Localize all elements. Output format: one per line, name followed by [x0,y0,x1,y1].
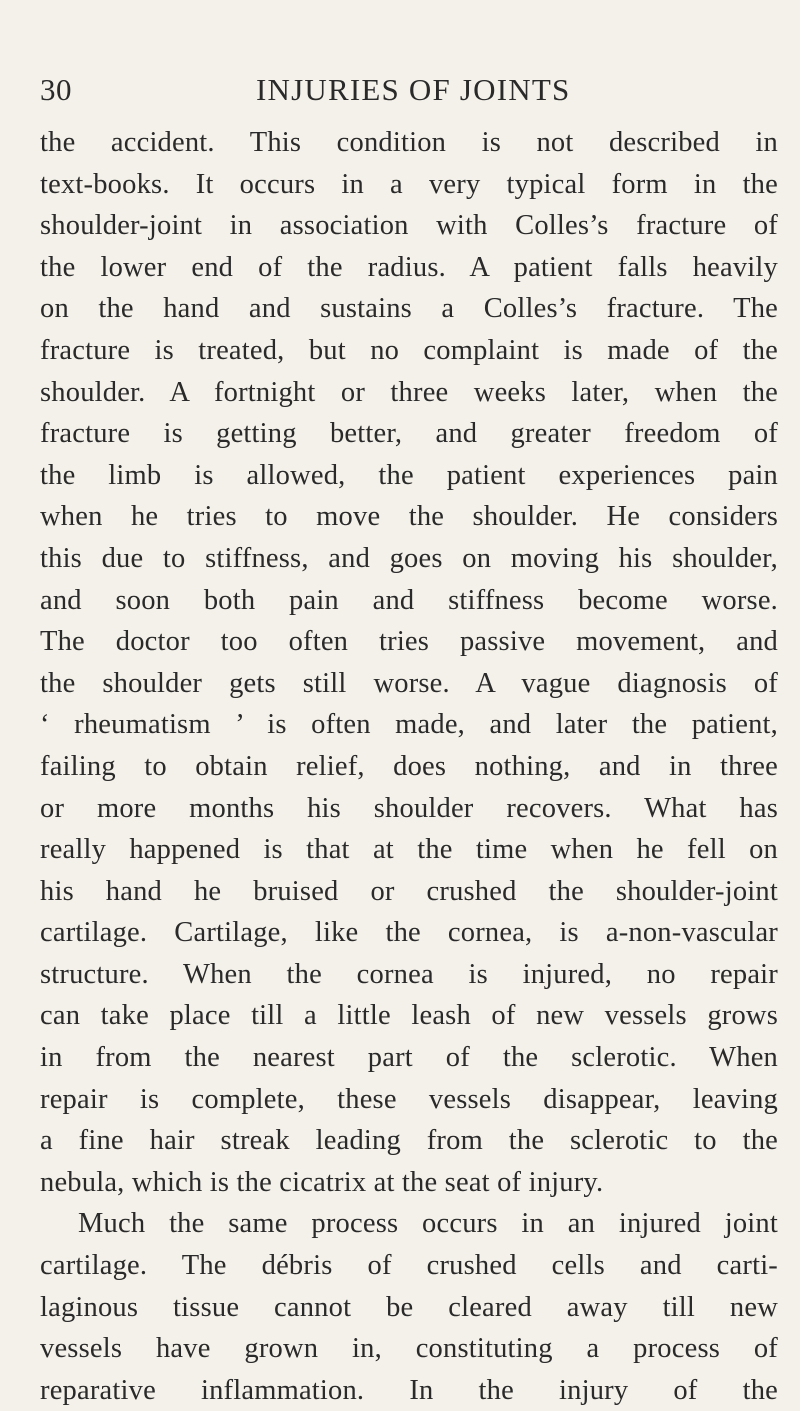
text-line: vessels have grown in, constituting a process of [40,1333,778,1365]
text-line: a fine hair streak leading from the sclerotic to the [40,1125,778,1157]
text-line: ‘ rheumatism ’ is often made, and later the patient, [40,709,778,741]
text-line: fracture is getting better, and greater freedom of [40,418,778,450]
text-line: The doctor too often tries passive movement, and [40,626,778,658]
text-line: shoulder-joint in association with Colles’s fracture of [40,210,778,242]
text-line: cartilage. Cartilage, like the cornea, is a-non-vascular [40,917,778,949]
text-line: Much the same process occurs in an injured joint [78,1208,778,1240]
text-line: in from the nearest part of the sclerotic. When [40,1042,778,1074]
running-title: INJURIES OF JOINTS [256,72,571,107]
page-number: 30 [40,72,72,107]
text-line: really happened is that at the time when he fell on [40,834,778,866]
text-line: this due to stiffness, and goes on moving his shoulder, [40,542,778,574]
text-line: his hand he bruised or crushed the shoulder-joint [40,875,778,907]
running-head [40,72,780,118]
text-line: or more months his shoulder recovers. What has [40,792,778,824]
text-line: the limb is allowed, the patient experiences pain [40,459,778,491]
text-line: nebula, which is the cicatrix at the seat of injury. [40,1166,604,1198]
text-line: text-books. It occurs in a very typical form in the [40,168,778,200]
text-line: and soon both pain and stiffness become worse. [40,584,778,616]
text-line: can take place till a little leash of new vessels grows [40,1000,778,1032]
text-line: reparative inflammation. In the injury of the [40,1374,778,1406]
text-line: repair is complete, these vessels disappear, leaving [40,1083,778,1115]
text-line: the accident. This condition is not described in [40,127,778,158]
text-line: fracture is treated, but no complaint is made of the [40,334,778,366]
text-line: the shoulder gets still worse. A vague diagnosis of [40,667,778,699]
text-line: shoulder. A fortnight or three weeks later, when the [40,376,778,408]
text-line: cartilage. The débris of crushed cells and carti- [40,1250,778,1282]
text-line: laginous tissue cannot be cleared away till new [40,1291,778,1323]
text-line: on the hand and sustains a Colles’s fracture. The [40,293,778,325]
text-line: structure. When the cornea is injured, no repair [40,958,778,990]
text-line: the lower end of the radius. A patient falls heavily [40,251,778,283]
text-line: failing to obtain relief, does nothing, and in three [40,750,778,782]
body-text [40,122,778,1411]
text-line: when he tries to move the shoulder. He considers [40,501,778,533]
